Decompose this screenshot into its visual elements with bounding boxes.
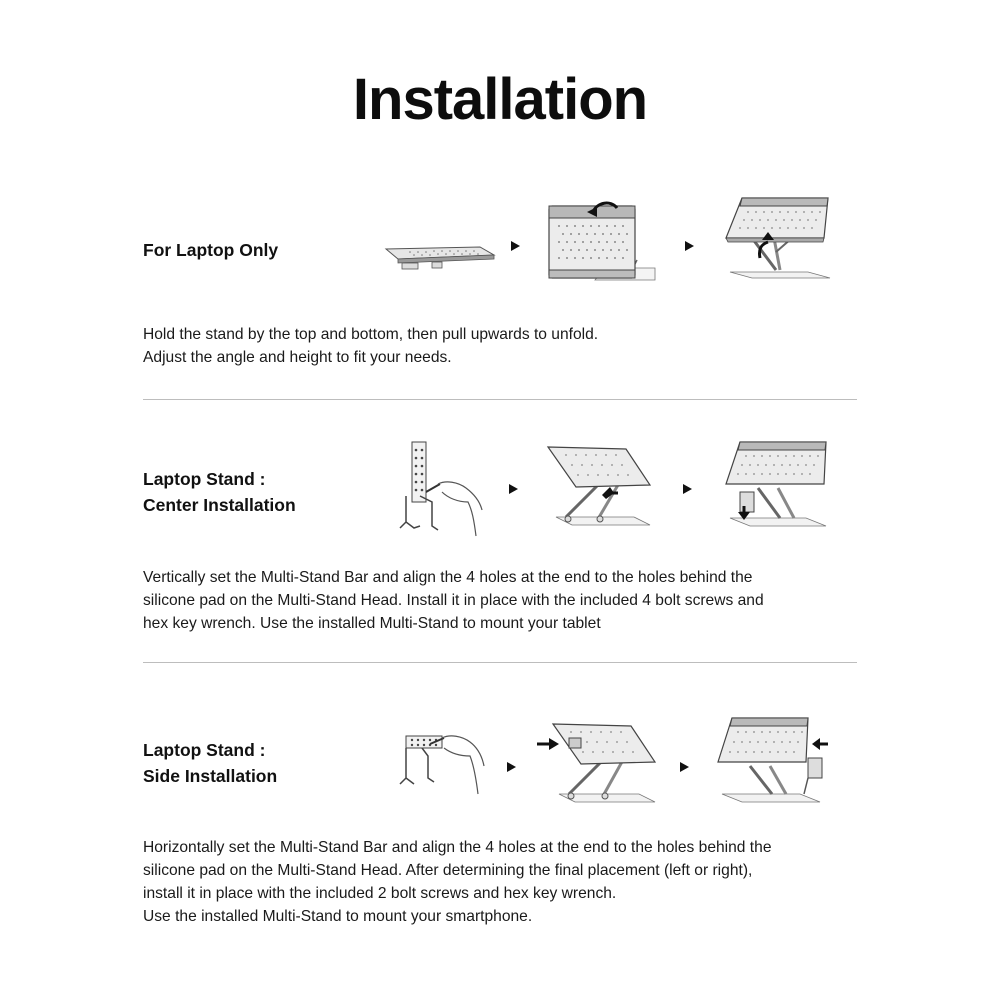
description-line: Hold the stand by the top and bottom, then pull upwards to unfold. [143, 326, 599, 343]
section-2-label-line: Laptop Stand : [143, 469, 266, 489]
description-line: Horizontally set the Multi-Stand Bar and align the 4 holes at the end to the holes behind the [143, 839, 772, 856]
section-3-description [143, 836, 863, 928]
description-line: hex key wrench. Use the installed Multi-Stand to mount your tablet [143, 615, 601, 632]
description-line: Adjust the angle and height to fit your needs. [143, 349, 452, 366]
step-arrow-icon [511, 241, 520, 251]
unfolding-stand-illustration [535, 720, 661, 810]
open-stand-illustration [722, 192, 832, 284]
section-2-label-line: Center Installation [143, 495, 296, 515]
folded-stand-illustration [380, 235, 500, 275]
section-1-label-line: For Laptop Only [143, 240, 279, 260]
section-3-label [143, 737, 277, 789]
page-title: Installation [352, 67, 648, 132]
section-divider [143, 662, 857, 663]
section-3-label-line: Laptop Stand : [143, 740, 266, 760]
section-2-description [143, 566, 863, 635]
description-line: silicone pad on the Multi-Stand Head. Install it in place with the included 4 bolt screws and [143, 592, 764, 609]
section-1-label [143, 237, 278, 263]
multi-stand-bar-attach-illustration [398, 722, 490, 802]
section-divider [143, 399, 857, 400]
description-line: Vertically set the Multi-Stand Bar and align the 4 holes at the end to the holes behind the [143, 569, 753, 586]
section-2-label [143, 466, 296, 518]
step-arrow-icon [509, 484, 518, 494]
step-arrow-icon [683, 484, 692, 494]
open-stand-illustration [716, 714, 832, 806]
multi-stand-bar-attach-illustration [398, 440, 490, 540]
step-arrow-icon [685, 241, 694, 251]
description-line: install it in place with the included 2 bolt screws and hex key wrench. [143, 885, 617, 902]
section-3-label-line: Side Installation [143, 766, 278, 786]
open-stand-illustration [722, 438, 830, 530]
unfolding-stand-illustration [546, 445, 654, 533]
description-line: silicone pad on the Multi-Stand Head. After determining the final placement (left or right), [143, 862, 753, 879]
unfolding-stand-illustration [545, 198, 660, 286]
step-arrow-icon [507, 762, 516, 772]
section-1-description [143, 323, 863, 369]
description-line: Use the installed Multi-Stand to mount your smartphone. [143, 908, 533, 925]
step-arrow-icon [680, 762, 689, 772]
